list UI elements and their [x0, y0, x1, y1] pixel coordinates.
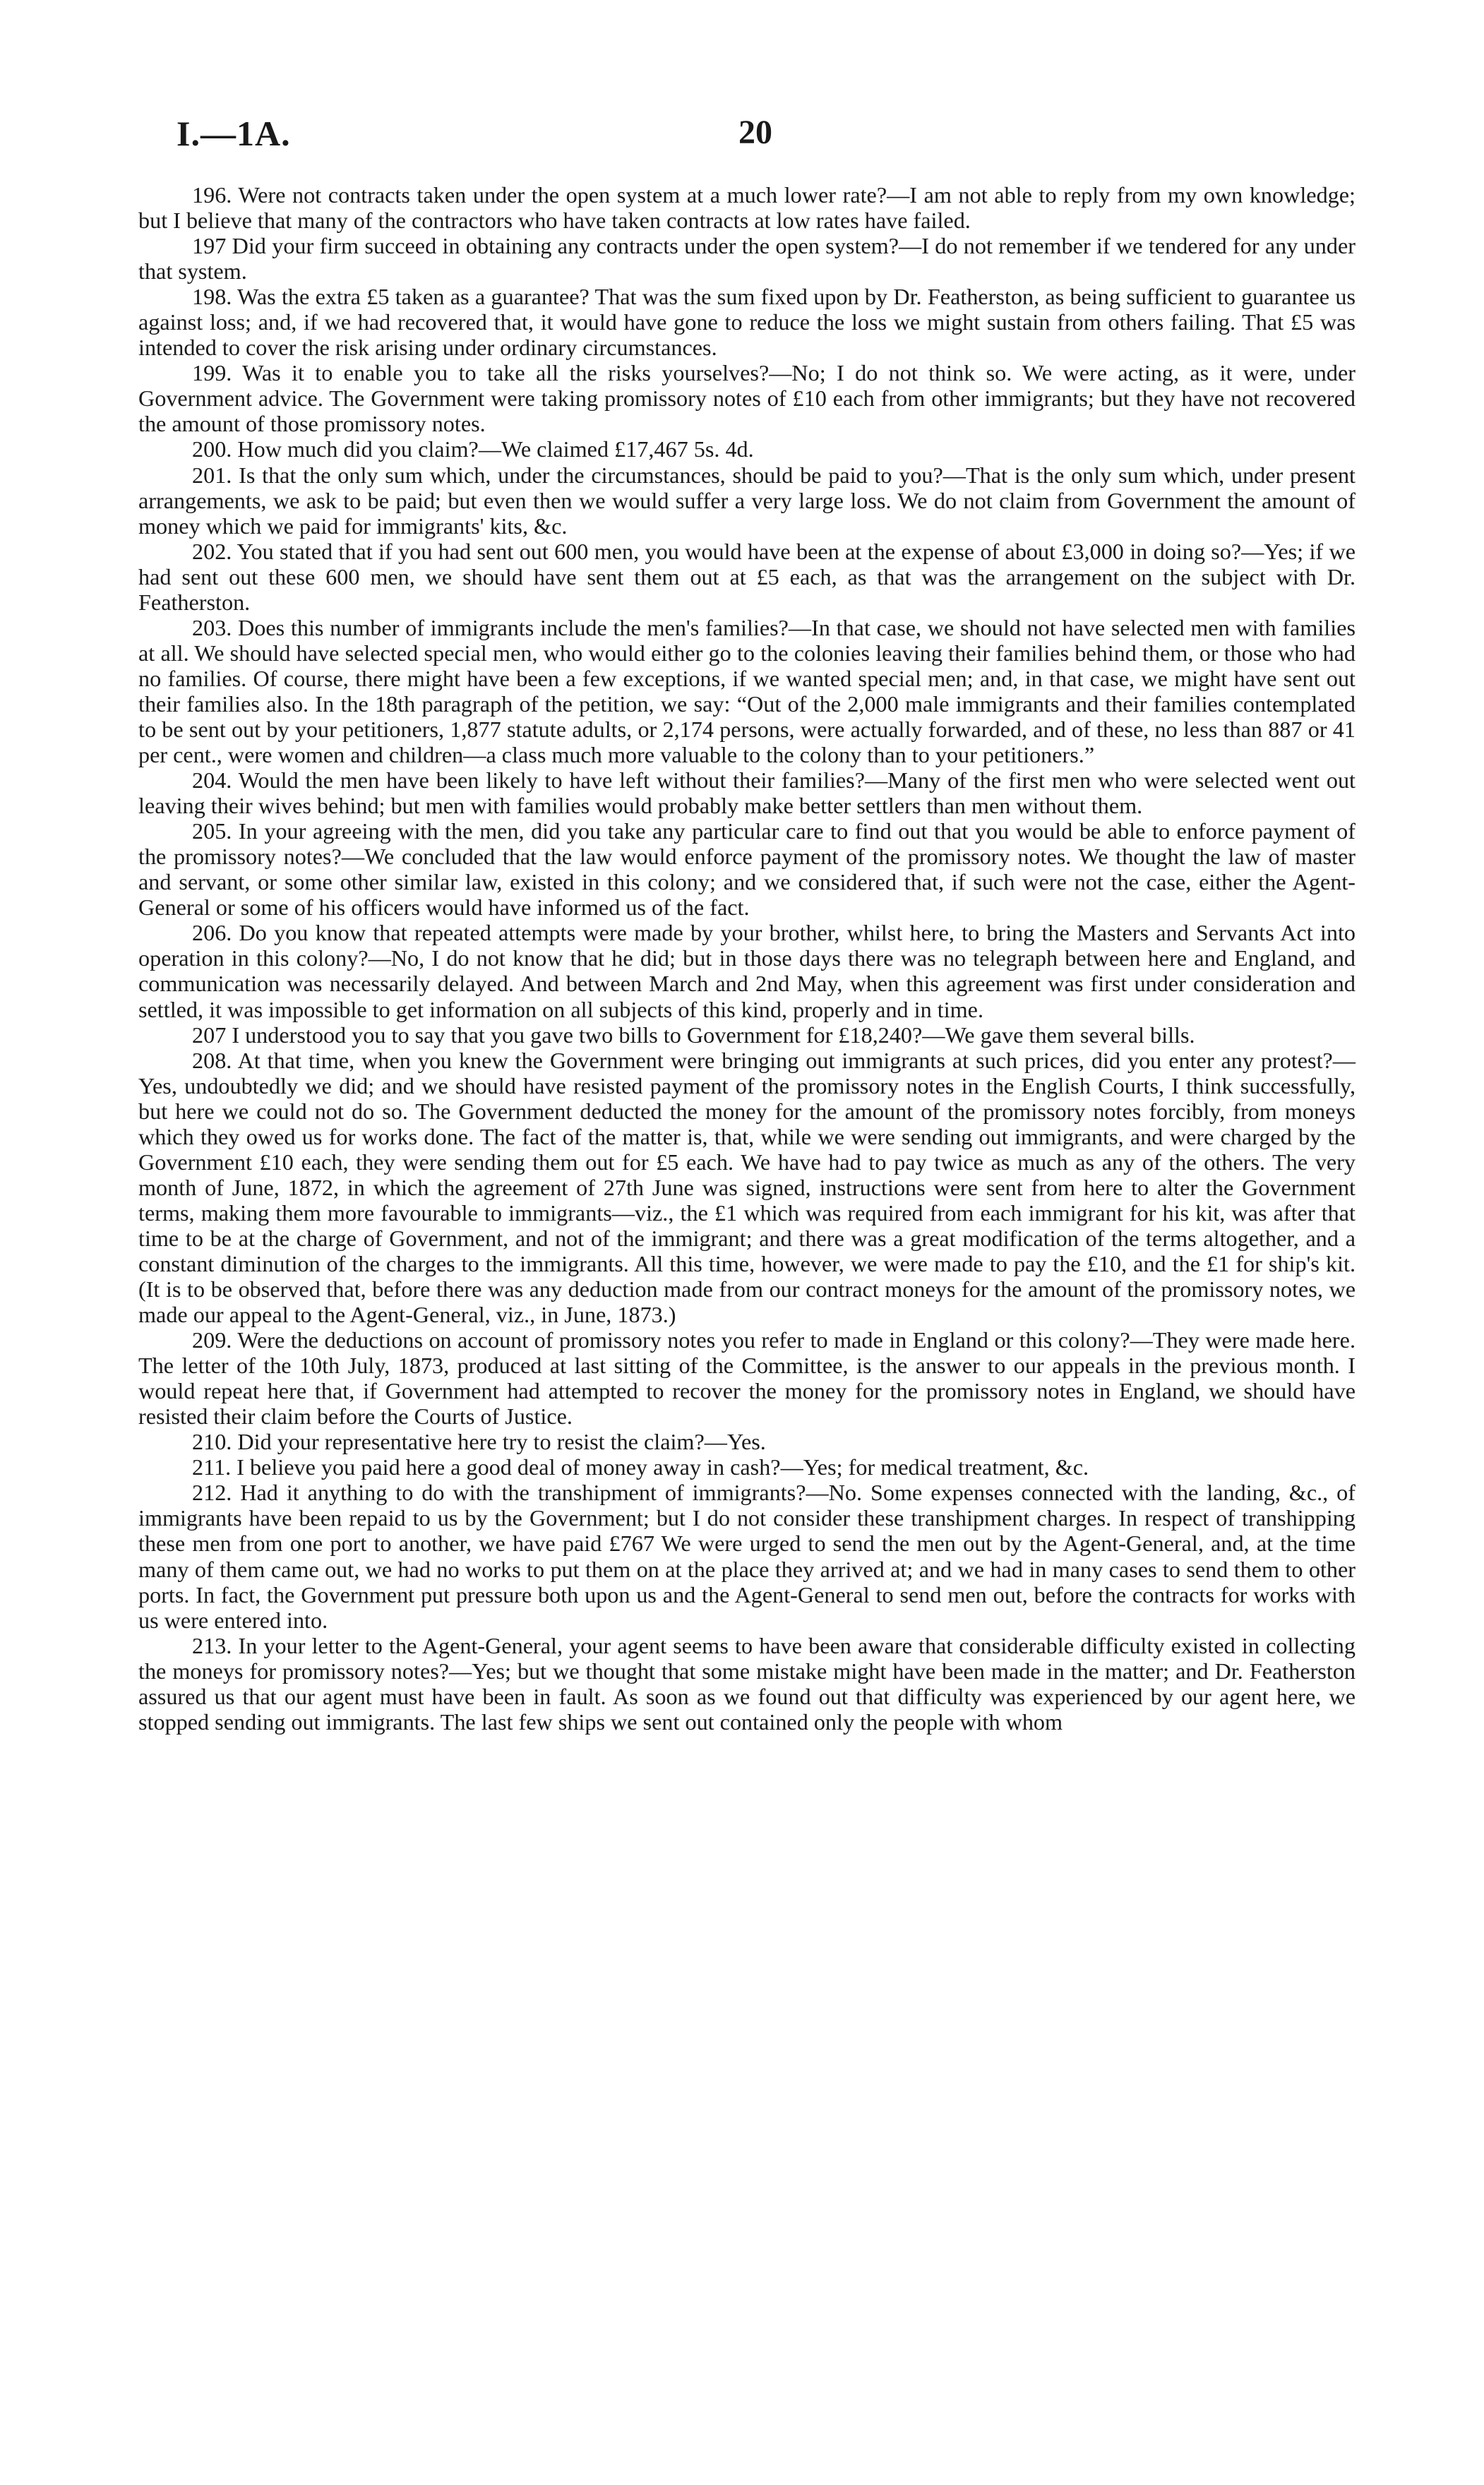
document-reference: I.—1A.	[176, 114, 291, 153]
paragraph-196: 196. Were not contracts taken under the open system at a much lower rate?—I am not able to reply from my own knowledge; but I believe that many of the contractors who have taken contracts at low rates have failed.	[138, 182, 1356, 234]
paragraph-200: 200. How much did you claim?—We claimed £17,467 5s. 4d.	[192, 436, 754, 462]
paragraph-201: 201. Is that the only sum which, under the circumstances, should be paid to you?—That is the only sum which, under present arrangements, we ask to be paid; but even then we would suffer a very large loss. We do not claim from Government the amount of money which we paid for immigrants' kits, &c.	[138, 462, 1356, 539]
paragraph-210: 210. Did your representative here try to resist the claim?—Yes.	[192, 1429, 766, 1455]
paragraph-202: 202. You stated that if you had sent out 600 men, you would have been at the expense of about £3,000 in doing so?—Yes; if we had sent out these 600 men, we should have sent them out at £5 each, as that was the arrangement on the subject with Dr. Featherston.	[138, 538, 1356, 615]
paragraph-204: 204. Would the men have been likely to have left without their families?—Many of the first men who were selected went out leaving their wives behind; but men with families would probably make better settlers than men without them.	[138, 767, 1356, 819]
paragraph-208: 208. At that time, when you knew the Government were bringing out immigrants at such prices, did you enter any protest?—Yes, undoubtedly we did; and we should have resisted payment of the promissory notes in the English Courts, I think successfully, but here we could not do so. The Government deducted the money for the amount of the promissory notes forcibly, from moneys which they owed us for works done. The fact of the matter is, that, while we were sending out immigrants, and were charged by the Government £10 each, they were sending them out for £5 each. We have had to pay twice as much as any of the others. The very month of June, 1872, in which the agreement of 27th June was signed, instructions were sent from here to alter the Government terms, making them more favourable to immigrants—viz., the £1 which was required from each immigrant for his kit, was after that time to be at the charge of Government, and not of the immigrant; and there was a great modification of the terms altogether, and a constant diminution of the charges to the immigrants. All this time, however, we were made to pay the £10, and the £1 for ship's kit. (It is to be observed that, before there was any deduction made from our contract moneys for the amount of the promissory notes, we made our appeal to the Agent-General, viz., in June, 1873.)	[138, 1047, 1356, 1328]
paragraph-198: 198. Was the extra £5 taken as a guarantee? That was the sum fixed upon by Dr. Featherston, as being sufficient to guarantee us against loss; and, if we had recovered that, it would have gone to reduce the loss we might sustain from others failing. That £5 was intended to cover the risk arising under ordinary circumstances.	[138, 284, 1356, 361]
page-number: 20	[738, 114, 772, 151]
page-header	[176, 113, 1334, 162]
document-body	[138, 182, 1356, 1735]
paragraph-207: 207 I understood you to say that you gave two bills to Government for £18,240?—We gave them several bills.	[192, 1022, 1195, 1048]
paragraph-197: 197 Did your firm succeed in obtaining any contracts under the open system?—I do not remember if we tendered for any under that system.	[138, 233, 1356, 285]
paragraph-206: 206. Do you know that repeated attempts were made by your brother, whilst here, to bring the Masters and Servants Act into operation in this colony?—No, I do not know that he did; but in those days there was no telegraph between here and England, and communication was necessarily delayed. And between March and 2nd May, when this agreement was first under consideration and settled, it was impossible to get information on all subjects of this kind, properly and in time.	[138, 920, 1356, 1022]
paragraph-212: 212. Had it anything to do with the transhipment of immigrants?—No. Some expenses connected with the landing, &c., of immigrants have been repaid to us by the Government; but I do not consider these transhipment charges. In respect of transhipping these men from one port to another, we have paid £767 We were urged to send the men out by the Agent-General, and, at the time many of them came out, we had no works to put them on at the place they arrived at; and we had in many cases to send them to other ports. In fact, the Government put pressure both upon us and the Agent-General to send men out, before the contracts for works with us were entered into.	[138, 1480, 1356, 1633]
paragraph-209: 209. Were the deductions on account of promissory notes you refer to made in England or this colony?—They were made here. The letter of the 10th July, 1873, produced at last sitting of the Committee, is the answer to our appeals in the previous month. I would repeat here that, if Government had attempted to recover the money for the promissory notes in England, we should have resisted their claim before the Courts of Justice.	[138, 1327, 1356, 1430]
paragraph-205: 205. In your agreeing with the men, did you take any particular care to find out that you would be able to enforce payment of the promissory notes?—We concluded that the law would enforce payment of the promissory notes. We thought the law of master and servant, or some other similar law, existed in this colony; and we considered that, if such were not the case, either the Agent-General or some of his officers would have informed us of the fact.	[138, 818, 1356, 921]
paragraph-211: 211. I believe you paid here a good deal of money away in cash?—Yes; for medical treatment, &c.	[192, 1454, 1089, 1480]
paragraph-203: 203. Does this number of immigrants include the men's families?—In that case, we should not have selected men with families at all. We should have selected special men, who would either go to the colonies leaving their families behind them, or those who had no families. Of course, there might have been a few exceptions, if we wanted special men; and, in that case, we might have sent out their families also. In the 18th paragraph of the petition, we say: “Out of the 2,000 male immigrants and their families contemplated to be sent out by your petitioners, 1,877 statute adults, or 2,174 persons, were actually forwarded, and of these, no less than 887 or 41 per cent., were women and children—a class much more valuable to the colony than to your petitioners.”	[138, 614, 1356, 768]
paragraph-199: 199. Was it to enable you to take all the risks yourselves?—No; I do not think so. We were acting, as it were, under Government advice. The Government were taking promissory notes of £10 each from other immigrants; but they have not recovered the amount of those promissory notes.	[138, 360, 1356, 437]
paragraph-213: 213. In your letter to the Agent-General, your agent seems to have been aware that considerable difficulty existed in collecting the moneys for promissory notes?—Yes; but we thought that some mistake might have been made in the matter; and Dr. Featherston assured us that our agent must have been in fault. As soon as we found out that difficulty was experienced by our agent here, we stopped sending out immigrants. The last few ships we sent out contained only the people with whom	[138, 1632, 1356, 1735]
